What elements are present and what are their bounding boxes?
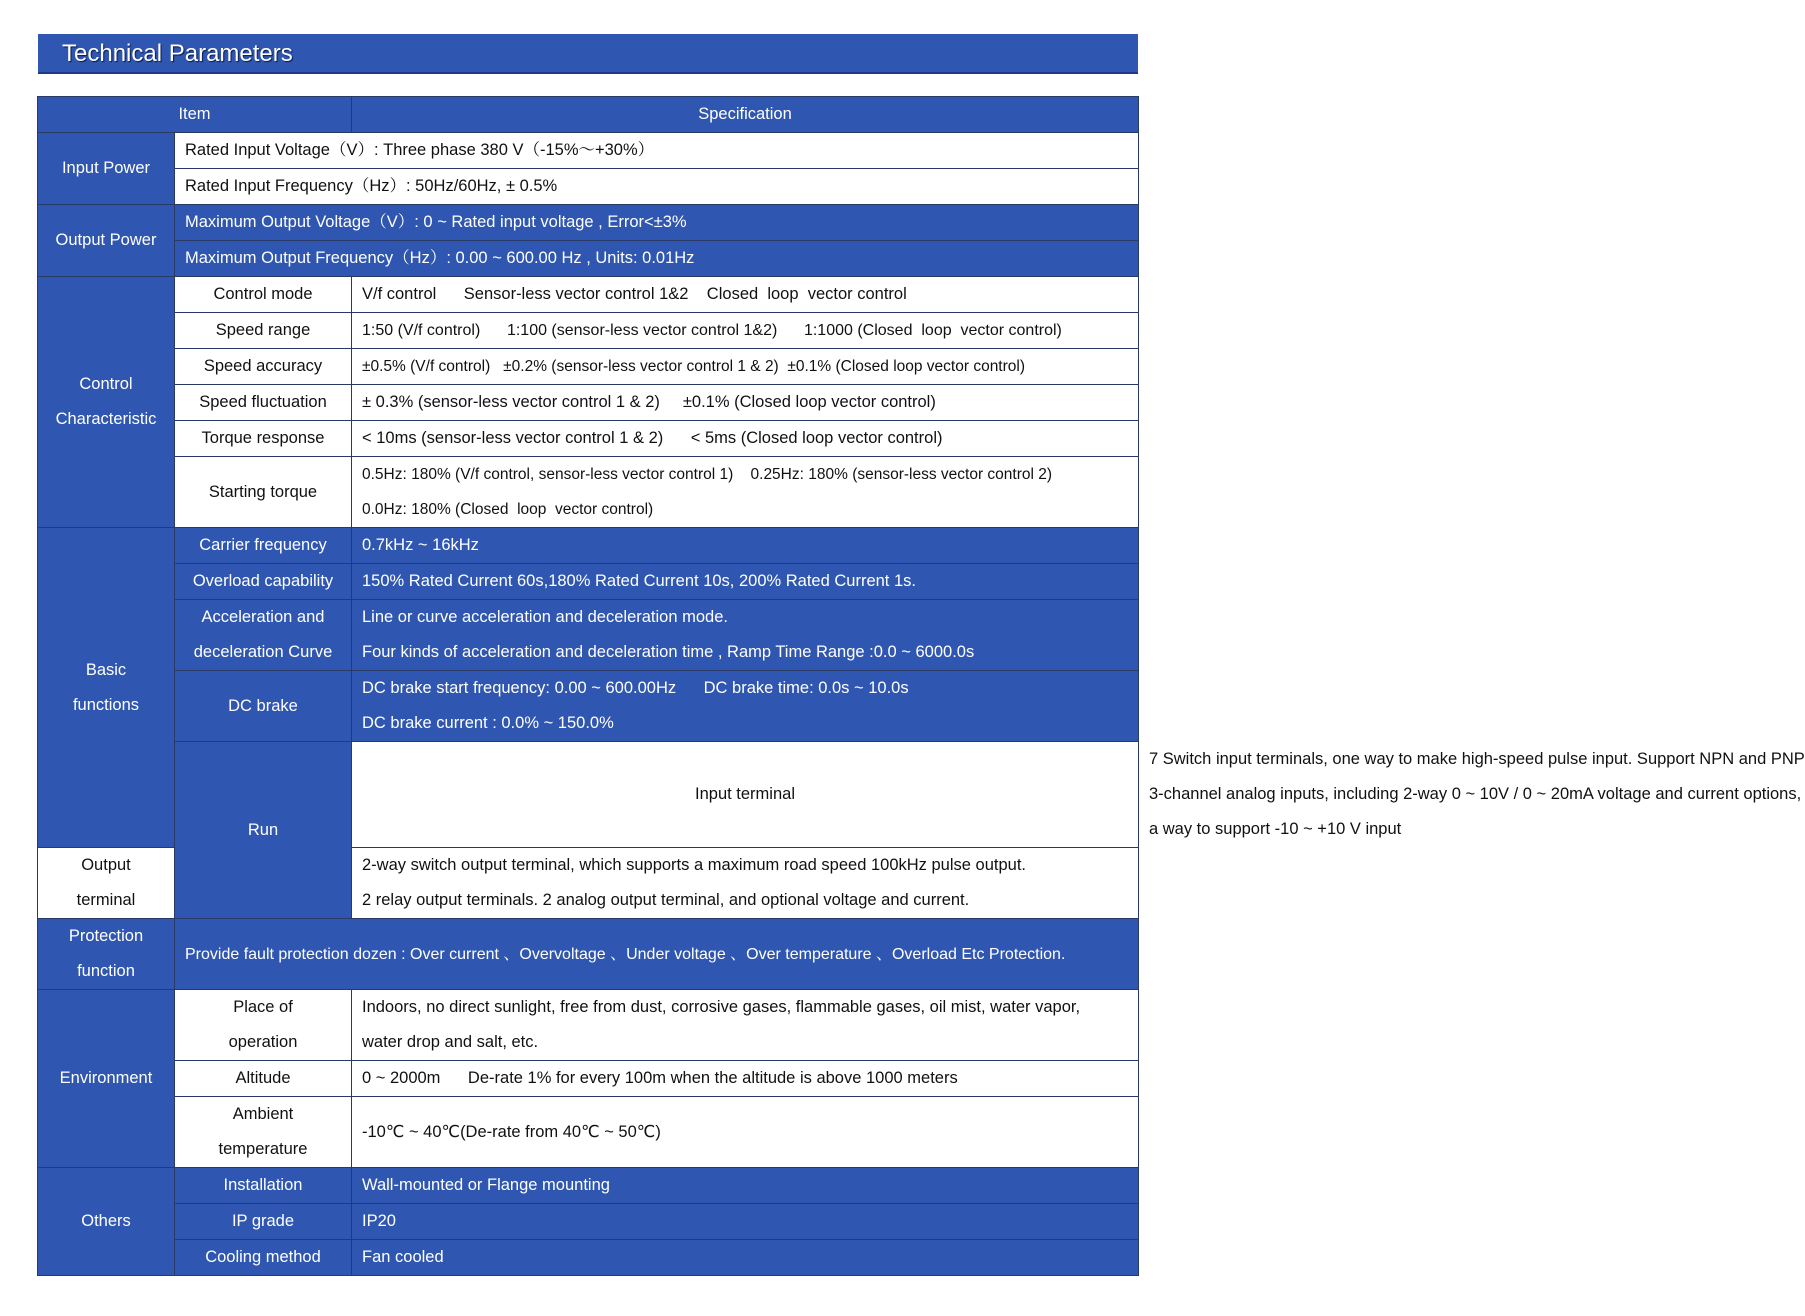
table-row xyxy=(38,457,1139,528)
table-row xyxy=(38,528,1139,564)
label-carrier-frequency: Carrier frequency xyxy=(175,528,352,564)
label-line: Place of xyxy=(233,998,293,1016)
spec-line: DC brake current : 0.0% ~ 150.0% xyxy=(362,714,614,732)
value-speed-fluctuation: ± 0.3% (sensor-less vector control 1 & 2) ±0.1% (Closed loop vector control) xyxy=(352,385,1139,421)
table-row xyxy=(38,564,1139,600)
table-row xyxy=(38,313,1139,349)
category-control-characteristic xyxy=(38,277,175,528)
label-line: Ambient xyxy=(232,1105,294,1123)
value-speed-range: 1:50 (V/f control) 1:100 (sensor-less vector control 1&2) 1:1000 (Closed loop vector control) xyxy=(352,313,1139,349)
category-line: Control xyxy=(79,375,133,393)
page-title: Technical Parameters xyxy=(62,40,293,67)
value-protection-function: Provide fault protection dozen : Over current 、Overvoltage 、Under voltage 、Over temperature 、Overload Etc Protection. xyxy=(175,919,1139,990)
value-acceleration-curve xyxy=(352,600,1139,671)
label-installation: Installation xyxy=(175,1168,352,1204)
spec-line: 0.0Hz: 180% (Closed loop vector control) xyxy=(362,501,654,518)
table-row xyxy=(38,421,1139,457)
spec-line: Indoors, no direct sunlight, free from dust, corrosive gases, flammable gases, oil mist, water vapor, xyxy=(362,998,1081,1016)
table-row xyxy=(38,277,1139,313)
category-environment: Environment xyxy=(38,990,175,1168)
label-line: Acceleration and xyxy=(201,608,325,626)
table-header-row xyxy=(38,97,1139,133)
section-title-bar xyxy=(38,34,1138,74)
rated-input-voltage: Rated Input Voltage（V）: Three phase 380 V（-15%～+30%） xyxy=(175,133,1139,169)
table-row xyxy=(38,1061,1139,1097)
table-row xyxy=(38,241,1139,277)
category-output-power: Output Power xyxy=(38,205,175,277)
label-cooling-method: Cooling method xyxy=(175,1240,352,1276)
spec-line: Four kinds of acceleration and deceleration time , Ramp Time Range :0.0 ~ 6000.0s xyxy=(362,643,975,661)
value-ip-grade: IP20 xyxy=(352,1204,1139,1240)
spec-line: DC brake start frequency: 0.00 ~ 600.00Hz DC brake time: 0.0s ~ 10.0s xyxy=(362,679,909,697)
category-run: Run xyxy=(175,742,352,919)
label-ip-grade: IP grade xyxy=(175,1204,352,1240)
label-place-of-operation xyxy=(175,990,352,1061)
table-row xyxy=(38,1240,1139,1276)
table-row xyxy=(38,671,1139,742)
label-output-terminal xyxy=(38,848,175,919)
label-line: operation xyxy=(228,1033,298,1051)
table-row xyxy=(38,169,1139,205)
table-row xyxy=(38,205,1139,241)
table-row xyxy=(38,349,1139,385)
value-cooling-method: Fan cooled xyxy=(352,1240,1139,1276)
spec-line: 0.5Hz: 180% (V/f control, sensor-less vector control 1) 0.25Hz: 180% (sensor-less vector control 2) xyxy=(362,466,1053,483)
category-others: Others xyxy=(38,1168,175,1276)
header-specification: Specification xyxy=(352,97,1139,133)
value-place-of-operation xyxy=(352,990,1139,1061)
value-starting-torque xyxy=(352,457,1139,528)
max-output-frequency: Maximum Output Frequency（Hz）: 0.00 ~ 600.00 Hz , Units: 0.01Hz xyxy=(175,241,1139,277)
category-line: function xyxy=(77,962,135,980)
label-control-mode: Control mode xyxy=(175,277,352,313)
table-row xyxy=(38,919,1139,990)
category-line: Basic xyxy=(85,660,127,679)
label-speed-fluctuation: Speed fluctuation xyxy=(175,385,352,421)
table-row xyxy=(38,990,1139,1061)
table-row xyxy=(38,385,1139,421)
label-acceleration-curve xyxy=(175,600,352,671)
value-torque-response: < 10ms (sensor-less vector control 1 & 2) < 5ms (Closed loop vector control) xyxy=(352,421,1139,457)
value-dc-brake xyxy=(352,671,1139,742)
label-input-terminal: Input terminal xyxy=(352,742,1139,848)
spec-line: Line or curve acceleration and deceleration mode. xyxy=(362,608,728,626)
value-output-terminal xyxy=(352,848,1139,919)
value-altitude: 0 ~ 2000m De-rate 1% for every 100m when the altitude is above 1000 meters xyxy=(352,1061,1139,1097)
label-line: terminal xyxy=(76,891,136,909)
table-row xyxy=(38,600,1139,671)
value-control-mode: V/f control Sensor-less vector control 1&2 Closed loop vector control xyxy=(352,277,1139,313)
spec-line: water drop and salt, etc. xyxy=(362,1033,539,1051)
table-row xyxy=(38,133,1139,169)
category-input-power: Input Power xyxy=(38,133,175,205)
label-dc-brake: DC brake xyxy=(175,671,352,742)
label-line: deceleration Curve xyxy=(193,643,333,661)
max-output-voltage: Maximum Output Voltage（V）: 0 ~ Rated input voltage , Error<±3% xyxy=(175,205,1139,241)
label-ambient-temperature xyxy=(175,1097,352,1168)
category-line: Protection xyxy=(68,927,144,945)
label-starting-torque: Starting torque xyxy=(175,457,352,528)
value-ambient-temperature: -10℃ ~ 40℃(De-rate from 40℃ ~ 50℃) xyxy=(352,1097,1139,1168)
category-line: Characteristic xyxy=(55,410,157,428)
table-row xyxy=(38,1168,1139,1204)
category-protection-function xyxy=(38,919,175,990)
label-speed-range: Speed range xyxy=(175,313,352,349)
category-basic-functions xyxy=(38,528,175,848)
value-overload-capability: 150% Rated Current 60s,180% Rated Current 10s, 200% Rated Current 1s. xyxy=(352,564,1139,600)
label-torque-response: Torque response xyxy=(175,421,352,457)
label-speed-accuracy: Speed accuracy xyxy=(175,349,352,385)
value-carrier-frequency: 0.7kHz ~ 16kHz xyxy=(352,528,1139,564)
value-speed-accuracy: ±0.5% (V/f control) ±0.2% (sensor-less vector control 1 & 2) ±0.1% (Closed loop vector control) xyxy=(352,349,1139,385)
technical-parameters-table xyxy=(37,96,1805,1276)
label-line: Output xyxy=(81,856,131,874)
table-row: Run Input terminal 7 Switch input terminals, one way to make high-speed pulse input. Support NPN and PNP 3-channel analog inputs, including 2-way 0 ~ 10V / 0 ~ 20mA voltage and current options, a way to support -10 ~ +10 V input xyxy=(38,742,1139,848)
spec-line: 2 relay output terminals. 2 analog output terminal, and optional voltage and current. xyxy=(362,891,970,909)
category-line: functions xyxy=(72,695,140,714)
header-item: Item xyxy=(38,97,352,133)
table-row xyxy=(38,1204,1139,1240)
value-installation: Wall-mounted or Flange mounting xyxy=(352,1168,1139,1204)
rated-input-frequency: Rated Input Frequency（Hz）: 50Hz/60Hz, ± 0.5% xyxy=(175,169,1139,205)
label-overload-capability: Overload capability xyxy=(175,564,352,600)
spec-line: 2-way switch output terminal, which supports a maximum road speed 100kHz pulse output. xyxy=(362,856,1026,874)
label-line: temperature xyxy=(218,1140,308,1158)
table-row xyxy=(38,1097,1139,1168)
label-altitude: Altitude xyxy=(175,1061,352,1097)
